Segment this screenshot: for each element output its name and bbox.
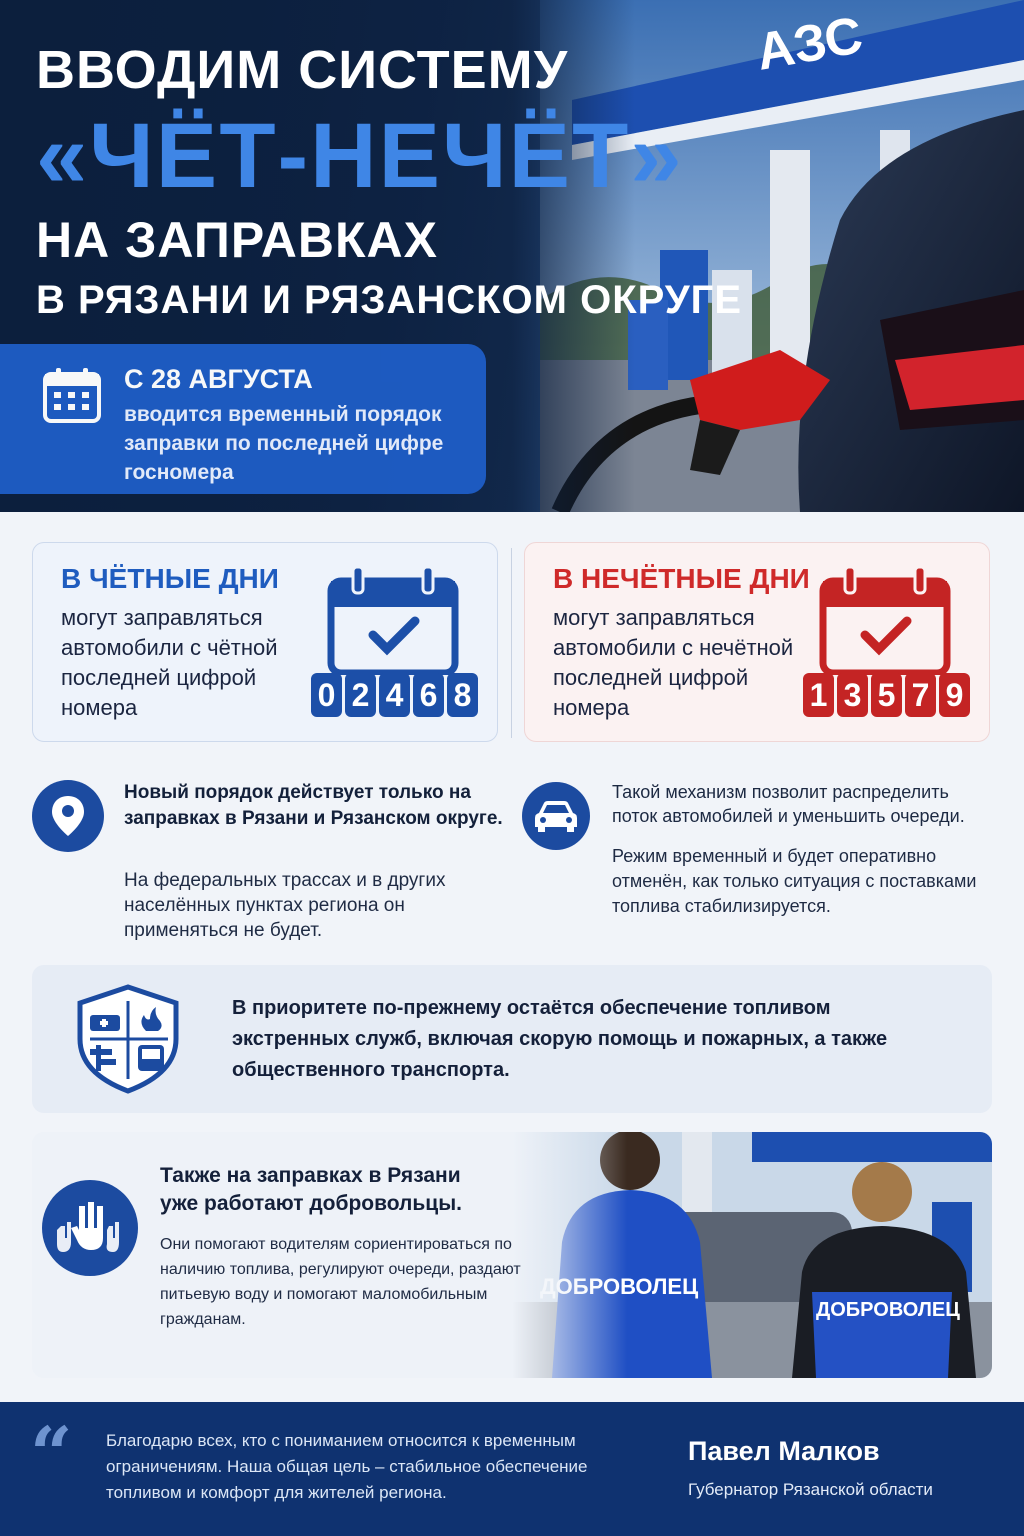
title-line-4: В РЯЗАНИ И РЯЗАНСКОМ ОКРУГЕ [36, 278, 743, 322]
helping-hands-icon [42, 1180, 138, 1276]
volunteers-heading: Также на заправках в Рязани уже работают добровольцы. [160, 1164, 462, 1215]
author-name: Павел Малков [688, 1436, 880, 1466]
divider [511, 548, 512, 738]
odd-days-card [524, 542, 990, 742]
title-line-3: НА ЗАПРАВКАХ [36, 212, 438, 268]
calendar-check-icon [323, 565, 463, 675]
volunteers-text: Они помогают водителям сориентироваться по наличию топлива, регулируют очереди, раздают питьевую воду и помогают маломобильным гражданам. [160, 1236, 521, 1328]
odd-digits [803, 673, 970, 717]
location-pin-icon [32, 780, 104, 852]
digit-tile: 1 [803, 673, 834, 717]
calendar-check-icon [815, 565, 955, 675]
calendar-icon [42, 366, 102, 424]
even-days-card [32, 542, 498, 742]
even-digits [311, 673, 478, 717]
author-role: Губернатор Рязанской области [688, 1480, 933, 1499]
digit-tile: 8 [447, 673, 478, 717]
priority-text: В приоритете по-прежнему остаётся обеспечение топливом экстренных служб, включая скорую помощь и пожарных, а также общественного транспорта. [232, 997, 888, 1081]
title-line-1: ВВОДИМ СИСТЕМУ [36, 40, 569, 100]
priority-block [32, 965, 992, 1113]
digit-tile: 0 [311, 673, 342, 717]
quote-icon: “ [30, 1412, 73, 1498]
car-icon [522, 782, 590, 850]
digit-tile: 5 [871, 673, 902, 717]
volunteers-block [32, 1132, 992, 1378]
odd-days-text: могут заправляться автомобили с нечётной последней цифрой номера [553, 605, 794, 720]
title-line-2: «ЧЁТ-НЕЧЁТ» [36, 105, 684, 207]
mechanism-text: Такой механизм позволит распределить поток автомобилей и уменьшить очереди. [612, 782, 965, 826]
digit-tile: 7 [905, 673, 936, 717]
scope-heading: Новый порядок действует только на заправках в Рязани и Рязанском округе. [124, 782, 503, 829]
governor-quote-footer [0, 1402, 1024, 1536]
digit-tile: 6 [413, 673, 444, 717]
date-description: вводится временный порядок заправки по последней цифре госномера [124, 403, 444, 484]
digit-tile: 2 [345, 673, 376, 717]
date-banner [0, 344, 486, 494]
digit-tile: 4 [379, 673, 410, 717]
even-days-title: В ЧЁТНЫЕ ДНИ [61, 563, 279, 594]
digit-tile: 3 [837, 673, 868, 717]
hero-banner [0, 0, 1024, 512]
temporary-text: Режим временный и будет оперативно отменён, как только ситуация с поставками топлива стабилизируется. [612, 846, 977, 916]
even-days-text: могут заправляться автомобили с чётной последней цифрой номера [61, 605, 278, 720]
emergency-shield-icon [72, 983, 184, 1095]
scope-text: На федеральных трассах и в других населённых пунктах региона он применяться не будет. [124, 870, 446, 941]
quote-text: Благодарю всех, кто с пониманием относится к временным ограничениям. Наша общая цель – стабильное обеспечение топливом и комфорт для жителей региона. [106, 1431, 588, 1502]
digit-tile: 9 [939, 673, 970, 717]
odd-days-title: В НЕЧЁТНЫЕ ДНИ [553, 563, 810, 594]
date-heading: С 28 АВГУСТА [124, 364, 313, 394]
hero-title [36, 40, 742, 326]
